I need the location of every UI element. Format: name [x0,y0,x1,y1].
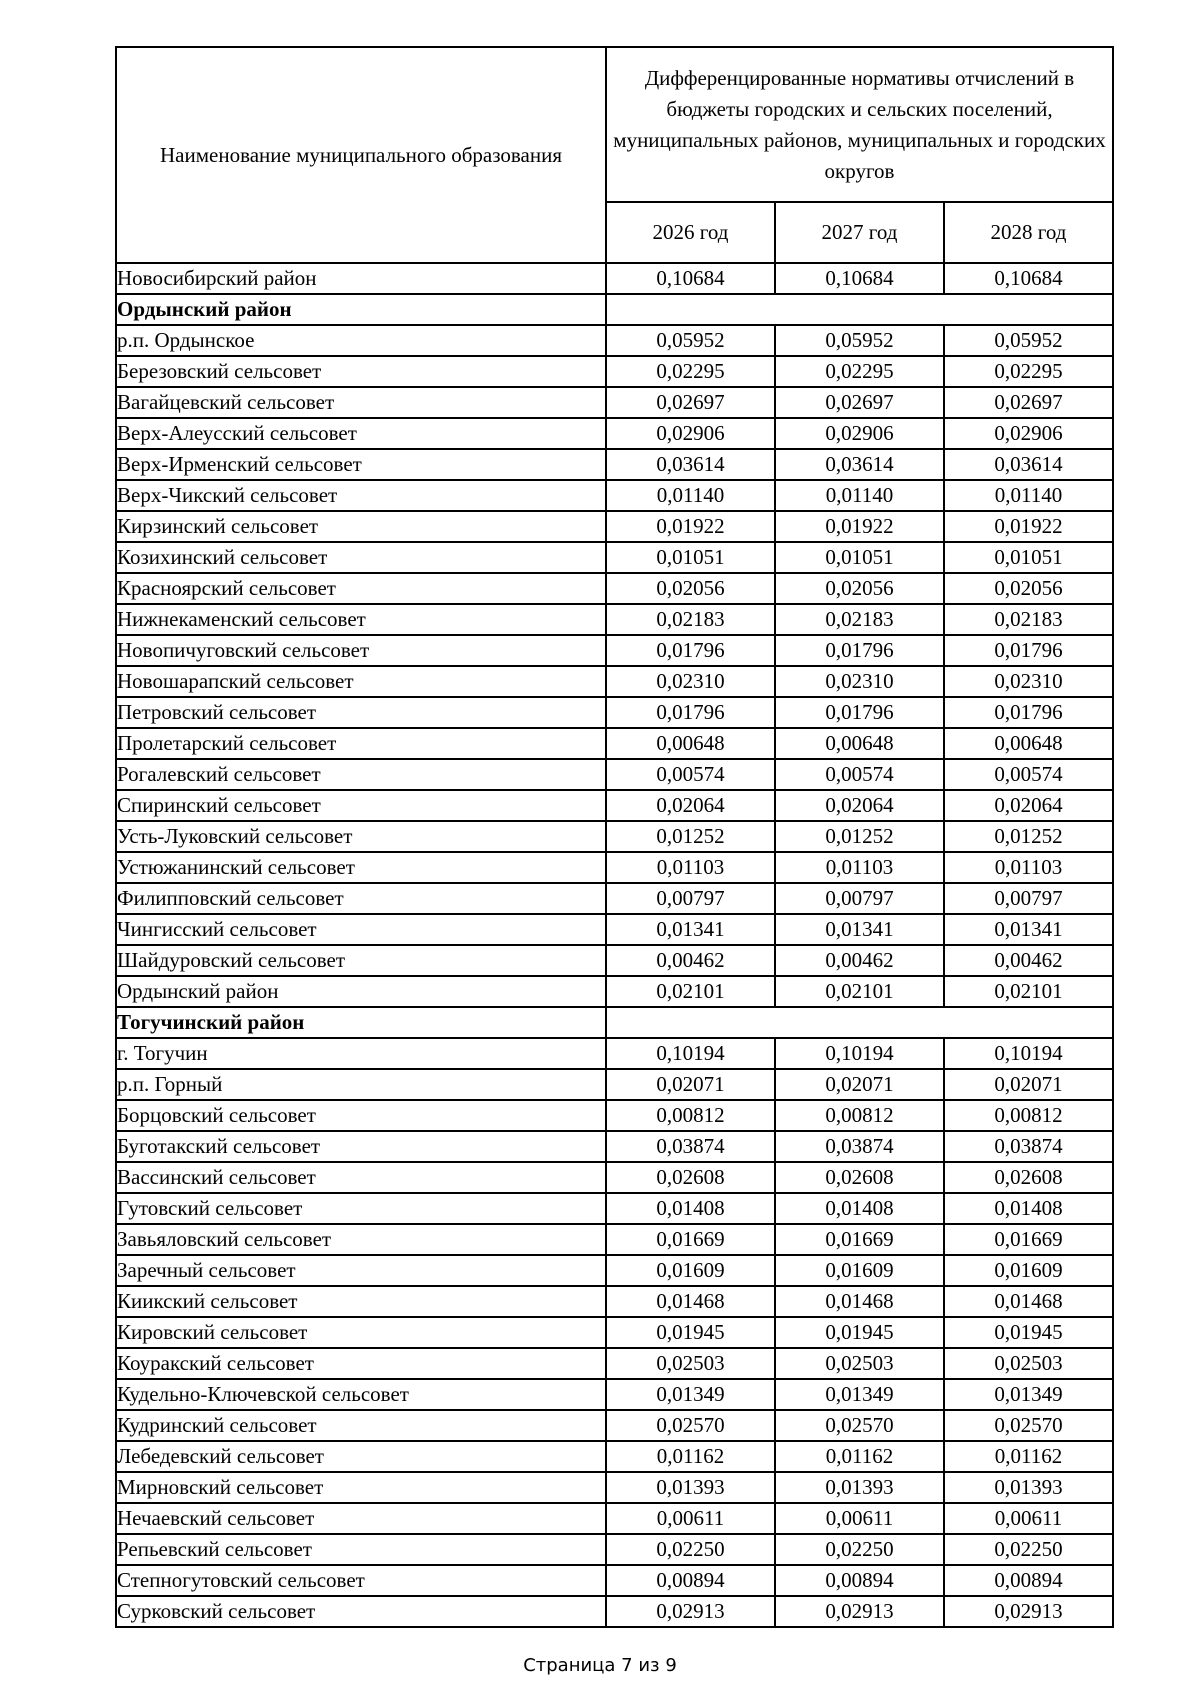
municipality-name: Красноярский сельсовет [116,573,606,604]
value-2028: 0,01669 [944,1224,1113,1255]
value-2028: 0,02101 [944,976,1113,1007]
table-row [116,852,1113,883]
section-title: Ордынский район [116,294,606,325]
table-row [116,635,1113,666]
header-year-2027: 2027 год [775,202,944,263]
municipality-name: Завьяловский сельсовет [116,1224,606,1255]
value-2026: 0,00648 [606,728,775,759]
value-2026: 0,00812 [606,1100,775,1131]
value-2026: 0,01468 [606,1286,775,1317]
value-2028: 0,02503 [944,1348,1113,1379]
value-2027: 0,01408 [775,1193,944,1224]
value-2026: 0,10684 [606,263,775,294]
table-row [116,883,1113,914]
value-2026: 0,00894 [606,1565,775,1596]
value-2027: 0,03874 [775,1131,944,1162]
municipality-name: Кудельно-Ключевской сельсовет [116,1379,606,1410]
value-2028: 0,01349 [944,1379,1113,1410]
value-2026: 0,02183 [606,604,775,635]
municipality-name: Березовский сельсовет [116,356,606,387]
value-2028: 0,00812 [944,1100,1113,1131]
table-row [116,821,1113,852]
municipality-name: Пролетарский сельсовет [116,728,606,759]
value-2027: 0,01796 [775,635,944,666]
municipality-name: Верх-Алеусский сельсовет [116,418,606,449]
value-2027: 0,01103 [775,852,944,883]
value-2026: 0,02310 [606,666,775,697]
table-row [116,1069,1113,1100]
value-2028: 0,01252 [944,821,1113,852]
value-2028: 0,01341 [944,914,1113,945]
value-2026: 0,01669 [606,1224,775,1255]
page-number: Страница 7 из 9 [523,1655,677,1676]
value-2027: 0,02056 [775,573,944,604]
value-2028: 0,00894 [944,1565,1113,1596]
value-2027: 0,01252 [775,821,944,852]
table-body [116,263,1113,1627]
value-2026: 0,00574 [606,759,775,790]
value-2027: 0,00648 [775,728,944,759]
value-2026: 0,02056 [606,573,775,604]
value-2028: 0,02183 [944,604,1113,635]
value-2027: 0,02295 [775,356,944,387]
table-row [116,1348,1113,1379]
table-row [116,418,1113,449]
table-row [116,790,1113,821]
municipality-name: Филипповский сельсовет [116,883,606,914]
value-2028: 0,00797 [944,883,1113,914]
value-2028: 0,01468 [944,1286,1113,1317]
table-row [116,1472,1113,1503]
table-row [116,1410,1113,1441]
value-2028: 0,01796 [944,635,1113,666]
value-2026: 0,02697 [606,387,775,418]
section-empty-cell [606,1007,1113,1038]
value-2026: 0,01051 [606,542,775,573]
value-2028: 0,02071 [944,1069,1113,1100]
municipality-name: Борцовский сельсовет [116,1100,606,1131]
value-2026: 0,00611 [606,1503,775,1534]
value-2026: 0,00462 [606,945,775,976]
value-2027: 0,02906 [775,418,944,449]
section-title: Тогучинский район [116,1007,606,1038]
value-2027: 0,02913 [775,1596,944,1627]
header-group-title: Дифференцированные нормативы отчислений в бюджеты городских и сельских поселений, муниципальных районов, муниципальных и городских округов [606,47,1113,202]
municipality-name: Петровский сельсовет [116,697,606,728]
value-2026: 0,01609 [606,1255,775,1286]
value-2026: 0,01162 [606,1441,775,1472]
value-2027: 0,00611 [775,1503,944,1534]
value-2028: 0,01393 [944,1472,1113,1503]
value-2027: 0,02310 [775,666,944,697]
table-row [116,1038,1113,1069]
municipality-name: Сурковский сельсовет [116,1596,606,1627]
municipality-name: Мирновский сельсовет [116,1472,606,1503]
value-2028: 0,02913 [944,1596,1113,1627]
value-2027: 0,02250 [775,1534,944,1565]
value-2028: 0,00611 [944,1503,1113,1534]
value-2027: 0,02071 [775,1069,944,1100]
value-2027: 0,01349 [775,1379,944,1410]
table-row [116,263,1113,294]
municipality-name: Спиринский сельсовет [116,790,606,821]
value-2028: 0,01103 [944,852,1113,883]
value-2026: 0,02608 [606,1162,775,1193]
value-2027: 0,01468 [775,1286,944,1317]
municipality-name: Ордынский район [116,976,606,1007]
value-2028: 0,01796 [944,697,1113,728]
table-row [116,759,1113,790]
table-row [116,1286,1113,1317]
table-row [116,1162,1113,1193]
municipality-name: Коуракский сельсовет [116,1348,606,1379]
value-2028: 0,02570 [944,1410,1113,1441]
municipality-name: Новопичуговский сельсовет [116,635,606,666]
municipality-name: Новосибирский район [116,263,606,294]
value-2027: 0,00574 [775,759,944,790]
value-2028: 0,02906 [944,418,1113,449]
table-row [116,1596,1113,1627]
municipality-name: Новошарапский сельсовет [116,666,606,697]
table-row [116,666,1113,697]
municipality-name: Заречный сельсовет [116,1255,606,1286]
municipality-name: Вагайцевский сельсовет [116,387,606,418]
section-header-row [116,294,1113,325]
municipality-name: Нижнекаменский сельсовет [116,604,606,635]
municipality-name: Кирзинский сельсовет [116,511,606,542]
table-row [116,1441,1113,1472]
table-row [116,1565,1113,1596]
municipality-name: г. Тогучин [116,1038,606,1069]
value-2026: 0,02503 [606,1348,775,1379]
table-row [116,387,1113,418]
value-2028: 0,10194 [944,1038,1113,1069]
value-2027: 0,10684 [775,263,944,294]
value-2027: 0,00812 [775,1100,944,1131]
value-2026: 0,02064 [606,790,775,821]
table-row [116,728,1113,759]
value-2028: 0,00648 [944,728,1113,759]
municipality-name: Верх-Чикский сельсовет [116,480,606,511]
table-row [116,1255,1113,1286]
value-2028: 0,01922 [944,511,1113,542]
value-2028: 0,10684 [944,263,1113,294]
value-2026: 0,01103 [606,852,775,883]
value-2027: 0,02697 [775,387,944,418]
value-2027: 0,00797 [775,883,944,914]
value-2028: 0,02250 [944,1534,1113,1565]
value-2026: 0,02913 [606,1596,775,1627]
value-2026: 0,02295 [606,356,775,387]
header-year-2028: 2028 год [944,202,1113,263]
municipality-name: р.п. Ордынское [116,325,606,356]
value-2026: 0,01796 [606,697,775,728]
municipality-name: Шайдуровский сельсовет [116,945,606,976]
value-2027: 0,02608 [775,1162,944,1193]
value-2026: 0,01796 [606,635,775,666]
value-2026: 0,01945 [606,1317,775,1348]
municipality-name: Степногутовский сельсовет [116,1565,606,1596]
table-row [116,325,1113,356]
value-2028: 0,02064 [944,790,1113,821]
value-2026: 0,02071 [606,1069,775,1100]
municipality-name: Нечаевский сельсовет [116,1503,606,1534]
value-2028: 0,02608 [944,1162,1113,1193]
value-2026: 0,02570 [606,1410,775,1441]
value-2027: 0,05952 [775,325,944,356]
value-2027: 0,01609 [775,1255,944,1286]
table-row [116,1131,1113,1162]
table-row [116,449,1113,480]
municipality-name: Вассинский сельсовет [116,1162,606,1193]
value-2027: 0,01945 [775,1317,944,1348]
table-row [116,1193,1113,1224]
value-2026: 0,01341 [606,914,775,945]
municipality-name: Рогалевский сельсовет [116,759,606,790]
value-2027: 0,00462 [775,945,944,976]
value-2026: 0,02250 [606,1534,775,1565]
table-row [116,604,1113,635]
value-2028: 0,03874 [944,1131,1113,1162]
municipality-name: Гутовский сельсовет [116,1193,606,1224]
table-row [116,356,1113,387]
value-2026: 0,05952 [606,325,775,356]
value-2027: 0,01341 [775,914,944,945]
value-2027: 0,10194 [775,1038,944,1069]
table-row [116,976,1113,1007]
value-2026: 0,03874 [606,1131,775,1162]
value-2027: 0,02570 [775,1410,944,1441]
value-2028: 0,01945 [944,1317,1113,1348]
value-2027: 0,01669 [775,1224,944,1255]
value-2027: 0,00894 [775,1565,944,1596]
municipality-name: Козихинский сельсовет [116,542,606,573]
municipality-name: р.п. Горный [116,1069,606,1100]
value-2027: 0,02503 [775,1348,944,1379]
table-row [116,914,1113,945]
header-year-2026: 2026 год [606,202,775,263]
table-row [116,1317,1113,1348]
normatives-table [115,46,1114,1628]
value-2027: 0,01051 [775,542,944,573]
municipality-name: Лебедевский сельсовет [116,1441,606,1472]
value-2028: 0,01408 [944,1193,1113,1224]
value-2026: 0,02101 [606,976,775,1007]
section-header-row [116,1007,1113,1038]
value-2026: 0,01393 [606,1472,775,1503]
municipality-name: Усть-Луковский сельсовет [116,821,606,852]
value-2028: 0,02310 [944,666,1113,697]
value-2026: 0,01252 [606,821,775,852]
value-2028: 0,02295 [944,356,1113,387]
value-2028: 0,05952 [944,325,1113,356]
header-name-column: Наименование муниципального образования [116,47,606,263]
municipality-name: Буготакский сельсовет [116,1131,606,1162]
value-2027: 0,02183 [775,604,944,635]
table-row [116,1224,1113,1255]
value-2028: 0,00462 [944,945,1113,976]
municipality-name: Устюжанинский сельсовет [116,852,606,883]
value-2027: 0,02064 [775,790,944,821]
table-row [116,1379,1113,1410]
value-2028: 0,01051 [944,542,1113,573]
value-2026: 0,03614 [606,449,775,480]
value-2027: 0,01140 [775,480,944,511]
value-2026: 0,01140 [606,480,775,511]
value-2028: 0,01609 [944,1255,1113,1286]
value-2026: 0,02906 [606,418,775,449]
value-2026: 0,00797 [606,883,775,914]
municipality-name: Верх-Ирменский сельсовет [116,449,606,480]
value-2028: 0,02056 [944,573,1113,604]
value-2028: 0,02697 [944,387,1113,418]
value-2027: 0,01162 [775,1441,944,1472]
table-row [116,480,1113,511]
value-2027: 0,01393 [775,1472,944,1503]
value-2027: 0,02101 [775,976,944,1007]
value-2026: 0,10194 [606,1038,775,1069]
value-2028: 0,00574 [944,759,1113,790]
section-empty-cell [606,294,1113,325]
table-row [116,542,1113,573]
value-2027: 0,01922 [775,511,944,542]
value-2027: 0,03614 [775,449,944,480]
table-row [116,697,1113,728]
municipality-name: Кудринский сельсовет [116,1410,606,1441]
value-2026: 0,01408 [606,1193,775,1224]
table-row [116,573,1113,604]
municipality-name: Киикский сельсовет [116,1286,606,1317]
municipality-name: Чингисский сельсовет [116,914,606,945]
value-2026: 0,01349 [606,1379,775,1410]
value-2026: 0,01922 [606,511,775,542]
municipality-name: Кировский сельсовет [116,1317,606,1348]
table-row [116,1503,1113,1534]
table-row [116,511,1113,542]
value-2028: 0,01140 [944,480,1113,511]
value-2027: 0,01796 [775,697,944,728]
table-row [116,1100,1113,1131]
value-2028: 0,01162 [944,1441,1113,1472]
table-header [116,47,1113,263]
value-2028: 0,03614 [944,449,1113,480]
table-row [116,945,1113,976]
table-row [116,1534,1113,1565]
municipality-name: Репьевский сельсовет [116,1534,606,1565]
